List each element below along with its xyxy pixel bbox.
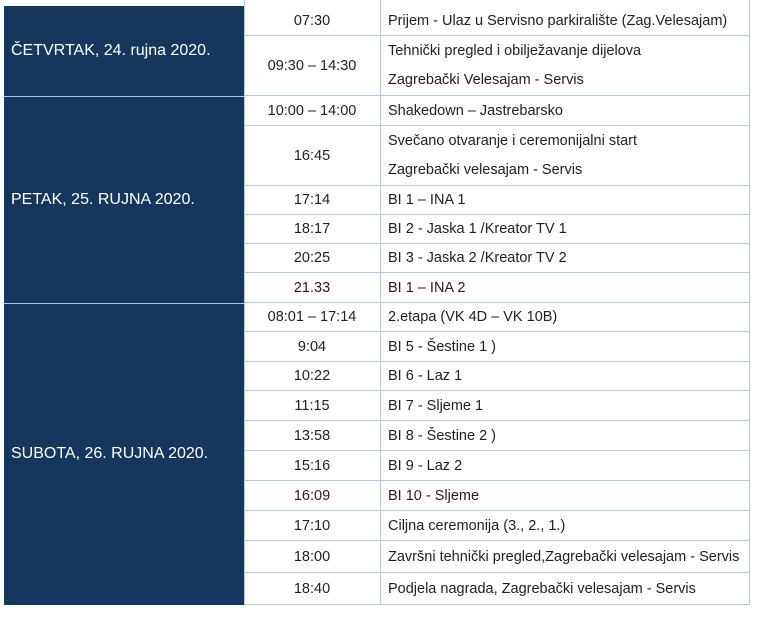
- time-cell: 11:15: [294, 397, 330, 414]
- table-row: [244, 541, 750, 573]
- time-cell: 20:25: [293, 250, 331, 266]
- time-cell: 18:00: [293, 548, 331, 565]
- schedule-table: [244, 0, 750, 606]
- table-row: [244, 96, 750, 126]
- activity-text: BI 7 - Sljeme 1: [388, 397, 484, 414]
- activity-text: BI 6 - Laz 1: [388, 368, 463, 384]
- day-label-text: ČETVRTAK, 24. rujna 2020.: [11, 42, 211, 59]
- activity-text: BI 9 - Laz 2: [388, 457, 463, 474]
- time-cell: 13:58: [293, 427, 331, 444]
- activity-text: BI 2 - Jaska 1 /Kreator TV 1: [388, 221, 567, 237]
- table-row: [244, 362, 750, 391]
- time-cell: 18:40: [293, 580, 331, 597]
- time-cell: 10:00 – 14:00: [267, 102, 357, 119]
- table-row: [244, 36, 750, 96]
- table-row: [244, 481, 750, 511]
- time-cell: 15:16: [293, 457, 331, 474]
- time-cell: 10:22: [293, 368, 331, 384]
- table-row: [244, 186, 750, 215]
- time-cell: 18:17: [293, 221, 331, 237]
- time-cell: 09:30 – 14:30: [267, 57, 357, 74]
- table-row: [244, 421, 750, 451]
- activity-text: BI 1 – INA 2: [388, 279, 466, 296]
- time-cell: 16:09: [293, 487, 331, 504]
- time-cell: 16:45: [293, 147, 331, 164]
- activity-text: BI 5 - Šestine 1 ): [388, 338, 496, 355]
- table-row: [244, 273, 750, 303]
- table-row: [244, 511, 750, 541]
- time-cell: 07:30: [293, 12, 331, 29]
- activity-text: 2.etapa (VK 4D – VK 10B): [388, 309, 558, 325]
- activity-text: Završni tehnički pregled,Zagrebački velesajam - Servis: [388, 548, 740, 565]
- day-label: [4, 303, 244, 605]
- activity-text: Svečano otvaranje i ceremonijalni start: [388, 133, 638, 149]
- table-row: [244, 126, 750, 186]
- activity-text: Zagrebački Velesajam - Servis: [388, 72, 584, 88]
- day-label: [4, 6, 244, 96]
- activity-text: Ciljna ceremonija (3., 2., 1.): [388, 517, 566, 534]
- day-separator: [4, 96, 244, 97]
- day-label-text: PETAK, 25. RUJNA 2020.: [11, 190, 195, 208]
- time-cell: 08:01 – 17:14: [267, 309, 357, 325]
- activity-text: BI 10 - Sljeme: [388, 487, 480, 504]
- day-separator: [4, 303, 244, 304]
- time-cell: 21.33: [293, 279, 331, 296]
- table-row: [244, 244, 750, 273]
- day-label-text: SUBOTA, 26. RUJNA 2020.: [11, 445, 209, 462]
- time-cell: 17:10: [293, 517, 331, 534]
- table-row: [244, 303, 750, 332]
- activity-text: Shakedown – Jastrebarsko: [388, 102, 563, 119]
- activity-text: Podjela nagrada, Zagrebački velesajam - Servis: [388, 580, 696, 597]
- time-cell: 9:04: [297, 338, 327, 355]
- activity-text: BI 3 - Jaska 2 /Kreator TV 2: [388, 250, 567, 266]
- activity-text: Zagrebački velesajam - Servis: [388, 162, 583, 178]
- activity-text: Prijem - Ulaz u Servisno parkiralište (Zag.Velesajam): [388, 12, 728, 29]
- activity-text: BI 1 – INA 1: [388, 192, 466, 208]
- table-row: [244, 573, 750, 605]
- activity-text: Tehnički pregled i obilježavanje dijelova: [388, 43, 642, 59]
- table-row: [244, 6, 750, 36]
- table-row: [244, 332, 750, 362]
- day-label: [4, 96, 244, 303]
- table-row: [244, 215, 750, 244]
- table-row: [244, 391, 750, 421]
- activity-text: BI 8 - Šestine 2 ): [388, 427, 496, 444]
- time-cell: 17:14: [293, 192, 331, 208]
- table-row: [244, 451, 750, 481]
